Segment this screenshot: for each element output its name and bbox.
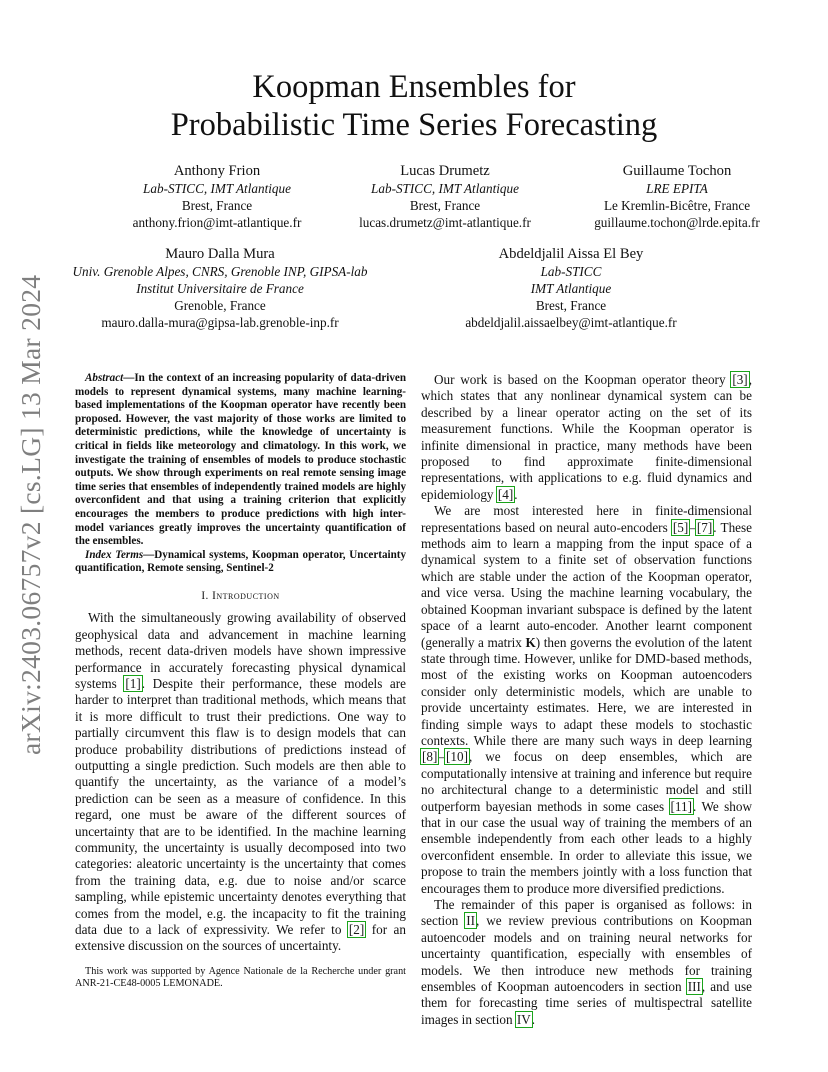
author-location: Brest, France — [535, 298, 607, 313]
citation-link[interactable]: [1] — [125, 675, 141, 691]
citation-link[interactable]: [2] — [348, 922, 365, 938]
citation-link[interactable]: [3] — [732, 372, 748, 387]
abstract-paragraph — [75, 372, 406, 549]
text-run: The remainder of this paper is organised as follows: in section — [421, 897, 752, 929]
author-affiliation: Lab-STICC, IMT Atlantique — [143, 181, 291, 196]
text-run: , we focus on deep ensembles, which are computationally intensive at training and inference but require no architectural change to a deterministic model and still outperform bayesian methods in some cases — [421, 749, 752, 814]
author-block — [431, 245, 711, 331]
author-affiliation: LRE EPITA — [646, 181, 708, 196]
text-run: . Despite their performance, these models are harder to interpret than traditional methods, which means that it is more difficult to trust their predictions. One way to partially circumvent this flaw is to design models that can produce probability distributions of predictions instead of outputting a single prediction. Such models are then able to quantify the uncertainty, as the variance of a model’s prediction can be seen as a measure of confidence. In this regard, one must be aware of the different sources of uncertainty that are to be identified. In the machine learning community, the uncertainty is usually decomposed into two categories: aleatoric uncertainty is the uncertainty that comes from the training data, e.g. due to noise and/or scarce sampling, while epistemic uncertainty denotes everything that comes from the model, e.g. the incapacity to fit the training data due to a lack of expressivity. We refer to — [75, 675, 406, 938]
author-block — [572, 162, 782, 231]
text-run: With the simultaneously growing availability of observed geophysical data and advancement in machine learning methods, recent data-driven models have shown impressive performance in accurately forecasting physical dynamical systems — [75, 610, 406, 691]
index-terms-paragraph — [75, 549, 406, 576]
text-run: . — [514, 486, 518, 502]
author-name: Abdeldjalil Aissa El Bey — [498, 246, 644, 262]
text-run: , we review previous contributions on Koopman autoencoder models and on training neural networks for uncertainty quantification, especially with ensembles of models. We then introduce new methods for training ensembles of Koopman autoencoders in section — [421, 913, 753, 995]
author-location: Brest, France — [409, 198, 481, 213]
title-line-1: Koopman Ensembles for — [252, 69, 576, 105]
text-run: – — [438, 749, 445, 765]
citation-link[interactable]: [7] — [696, 519, 713, 535]
title-line-2: Probabilistic Time Series Forecasting — [170, 107, 658, 143]
author-email: guillaume.tochon@lrde.epita.fr — [594, 215, 760, 230]
body-paragraph — [421, 503, 752, 897]
text-run: – — [689, 519, 696, 535]
author-location: Le Kremlin-Bicêtre, France — [603, 198, 751, 213]
author-block — [112, 162, 322, 231]
author-email: abdeldjalil.aissaelbey@imt-atlantique.fr — [465, 315, 677, 330]
section-link[interactable]: II — [466, 913, 476, 929]
text-run: . These methods aim to learn a mapping from the input space of a dynamical system to a finite set of observation functions which are stable under the action of the Koopman operator, and vice versa. Using the machine learning vocabulary, the obtained Koopman invariant subspace is defined by the latent space of a learnt auto-encoder. Another learnt component (generally a matrix — [421, 519, 752, 650]
author-block — [60, 245, 380, 331]
author-email: lucas.drumetz@imt-atlantique.fr — [359, 215, 531, 230]
section-heading: I. Introduction — [201, 589, 280, 602]
text-run: for an extensive discussion on the sources of uncertainty. — [75, 922, 406, 954]
citation-link[interactable]: [4] — [497, 486, 514, 502]
abstract — [75, 372, 406, 576]
paper-title — [0, 68, 828, 144]
author-affiliation: Univ. Grenoble Alpes, CNRS, Grenoble INP, GIPSA-lab — [72, 264, 368, 279]
author-email: anthony.frion@imt-atlantique.fr — [132, 215, 302, 230]
author-name: Mauro Dalla Mura — [165, 246, 275, 262]
section-link[interactable]: IV — [516, 1011, 531, 1027]
author-affiliation: Lab-STICC — [540, 264, 602, 279]
text-run: We are most interested here in finite-dimensional representations based on neural auto-encoders — [421, 503, 752, 535]
author-name: Anthony Frion — [173, 163, 261, 179]
citation-link[interactable]: [8] — [422, 749, 438, 765]
author-name: Guillaume Tochon — [622, 163, 732, 179]
abstract-text: —In the context of an increasing popularity of data-driven models to represent dynamical systems, many machine learning-based implementations of the Koopman operator have recently been proposed. However, the vast majority of those works are limited to deterministic predictions, while the knowledge of uncertainty is critical in fields like meteorology and climatology. In this work, we investigate the training of ensembles of models to produce stochastic outputs. We show through experiments on real remote sensing image time series that ensembles of independently trained models are highly overconfident and that using a training criterion that explicitly encourages the members to produce predictions with high inter-model variances greatly improves the uncertainty quantification of the ensembles. — [75, 372, 406, 548]
index-terms-text: —Dynamical systems, Koopman operator, Uncertainty quantification, Remote sensing, Sentinel-2 — [75, 548, 406, 575]
text-run: Our work is based on the Koopman operator theory — [434, 372, 732, 387]
body-paragraph — [421, 372, 752, 503]
matrix-symbol: K — [525, 634, 536, 650]
author-location: Brest, France — [181, 198, 253, 213]
text-run: , which states that any nonlinear dynamical system can be described by a linear operator acting on the set of its measurement functions. While the Koopman operator is infinite dimensional in practice, many methods have been proposed to find approximate finite-dimensional representations, with applications to e.g. fluid dynamics and epidemiology — [421, 372, 752, 502]
left-column — [75, 372, 406, 991]
citation-link[interactable]: [11] — [670, 798, 693, 814]
right-column — [421, 372, 752, 1028]
text-run: , and use them for forecasting time series of multispectral satellite images in section — [421, 979, 753, 1027]
intro-paragraph — [75, 610, 406, 955]
text-run: . — [531, 1011, 536, 1027]
author-block — [340, 162, 550, 231]
text-run: ) then governs the evolution of the latent state through time. However, unlike for DMD-based methods, most of the existing works on Koopman autoencoders consider only deterministic models, which are unable to provide uncertainty estimates. Here, we are interested in finding simple ways to adapt these models to stochastic contexts. While there are many such ways in deep learning — [421, 634, 752, 748]
author-affiliation-2: IMT Atlantique — [530, 281, 612, 296]
citation-link[interactable]: [5] — [672, 519, 689, 535]
body-paragraph — [421, 897, 752, 1028]
section-link[interactable]: III — [687, 979, 701, 995]
footnote: This work was supported by Agence Nationale de la Recherche under grant ANR-21-CE48-0005 LEMONADE. — [75, 965, 406, 990]
text-run: . We show that in our case the usual way of training the members of an ensemble independently from each other leads to a highly overconfident ensemble. In order to alleviate this issue, we propose to train the members jointly with a loss function that encourages them to produce more diversified predictions. — [421, 798, 752, 896]
author-name: Lucas Drumetz — [400, 163, 490, 179]
abstract-label: Abstract — [85, 372, 124, 384]
arxiv-identifier: arXiv:2403.06757v2 [cs.LG] 13 Mar 2024 — [15, 274, 46, 755]
author-affiliation-2: Institut Universitaire de France — [136, 281, 304, 296]
author-affiliation: Lab-STICC, IMT Atlantique — [371, 181, 519, 196]
index-terms-label: Index Terms — [85, 548, 144, 561]
author-email: mauro.dalla-mura@gipsa-lab.grenoble-inp.fr — [101, 315, 339, 330]
citation-link[interactable]: [10] — [445, 749, 468, 765]
author-location: Grenoble, France — [174, 298, 266, 313]
